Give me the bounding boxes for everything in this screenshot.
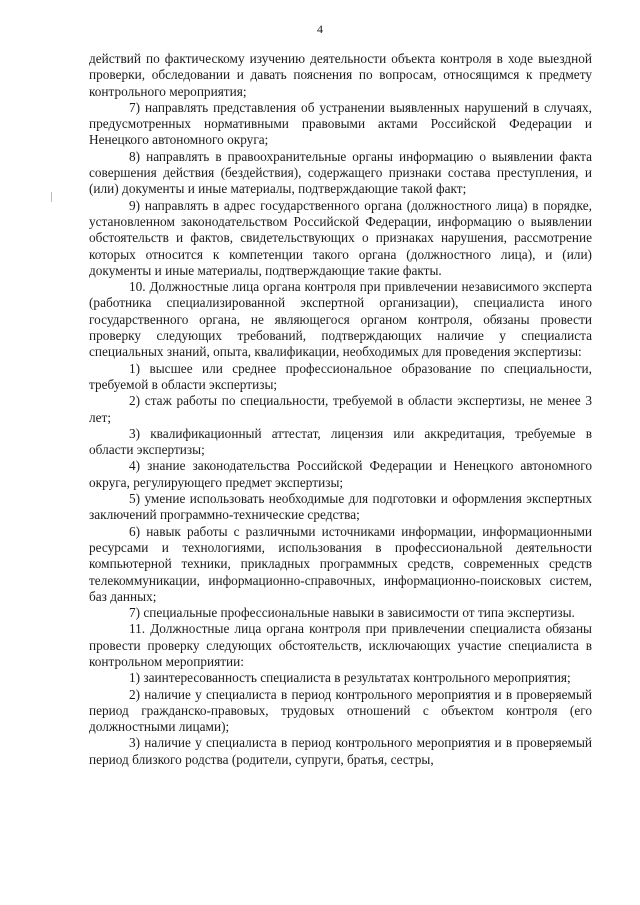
paragraph-11-item-1: 1) заинтересованность специалиста в результатах контрольного мероприятия; xyxy=(129,670,571,686)
margin-mark xyxy=(51,192,52,202)
paragraph-item-7: 7) направлять представления об устранении выявленных нарушений в случаях, предусмотренных нормативными правовыми актами Российской Федерации и Ненецкого автономного округа; xyxy=(89,99,592,148)
paragraph-10-item-4: 4) знание законодательства Российской Федерации и Ненецкого автономного округа, регулирующего предмет экспертизы; xyxy=(89,458,592,490)
paragraph-10-item-1: 1) высшее или среднее профессиональное образование по специальности, требуемой в области экспертизы; xyxy=(89,360,592,392)
paragraph-item-8: 8) направлять в правоохранительные органы информацию о выявлении факта совершения действия (бездействия), содержащего признаки состава преступления, и (или) документы и иные материалы, подтверждающие такой факт; xyxy=(89,148,592,197)
paragraph-continuation: действий по фактическому изучению деятельности объекта контроля в ходе выездной проверки, обследовании и давать пояснения по вопросам, относящимся к предмету контрольного мероприятия; xyxy=(89,51,592,99)
document-body xyxy=(89,51,592,768)
page-number: 4 xyxy=(317,22,323,36)
paragraph-11-item-2: 2) наличие у специалиста в период контрольного мероприятия и в проверяемый период гражданско-правовых, трудовых отношений с объектом контроля (его должностными лицами); xyxy=(89,686,592,735)
paragraph-10-item-6: 6) навык работы с различными источниками информации, информационными ресурсами и технологиями, использования в профессиональной деятельности компьютерной техники, прикладных программных средств, современных средств телекоммуникации, информационно-справочных, информационно-поисковых систем, баз данных; xyxy=(89,523,592,604)
paragraph-11-item-3: 3) наличие у специалиста в период контрольного мероприятия и в проверяемый период близкого родства (родители, супруги, братья, сестры, xyxy=(89,735,592,767)
paragraph-10-item-2: 2) стаж работы по специальности, требуемой в области экспертизы, не менее 3 лет; xyxy=(89,393,592,425)
paragraph-10-item-7: 7) специальные профессиональные навыки в зависимости от типа экспертизы. xyxy=(129,605,575,621)
paragraph-section-11: 11. Должностные лица органа контроля при привлечении специалиста обязаны провести проверку следующих обстоятельств, исключающих участие специалиста в контрольном мероприятии: xyxy=(89,621,592,669)
paragraph-10-item-5: 5) умение использовать необходимые для подготовки и оформления экспертных заключений программно-технические средства; xyxy=(89,491,592,523)
paragraph-section-10: 10. Должностные лица органа контроля при привлечении независимого эксперта (работника специализированной экспертной организации), специалиста иного государственного органа, не являющегося органом контроля, обязаны провести проверку следующих требований, подтверждающих наличие у специалиста специальных знаний, опыта, квалификации, необходимых для проведения экспертизы: xyxy=(89,279,592,360)
paragraph-item-9: 9) направлять в адрес государственного органа (должностного лица) в порядке, установленном законодательством Российской Федерации, информацию о выявлении обстоятельств и фактов, свидетельствующих о признаках нарушения, рассмотрение которых относится к компетенции такого органа (должностного лица), и (или) документы и иные материалы, подтверждающие такие факты. xyxy=(89,197,592,278)
paragraph-10-item-3: 3) квалификационный аттестат, лицензия или аккредитация, требуемые в области экспертизы; xyxy=(89,425,592,458)
